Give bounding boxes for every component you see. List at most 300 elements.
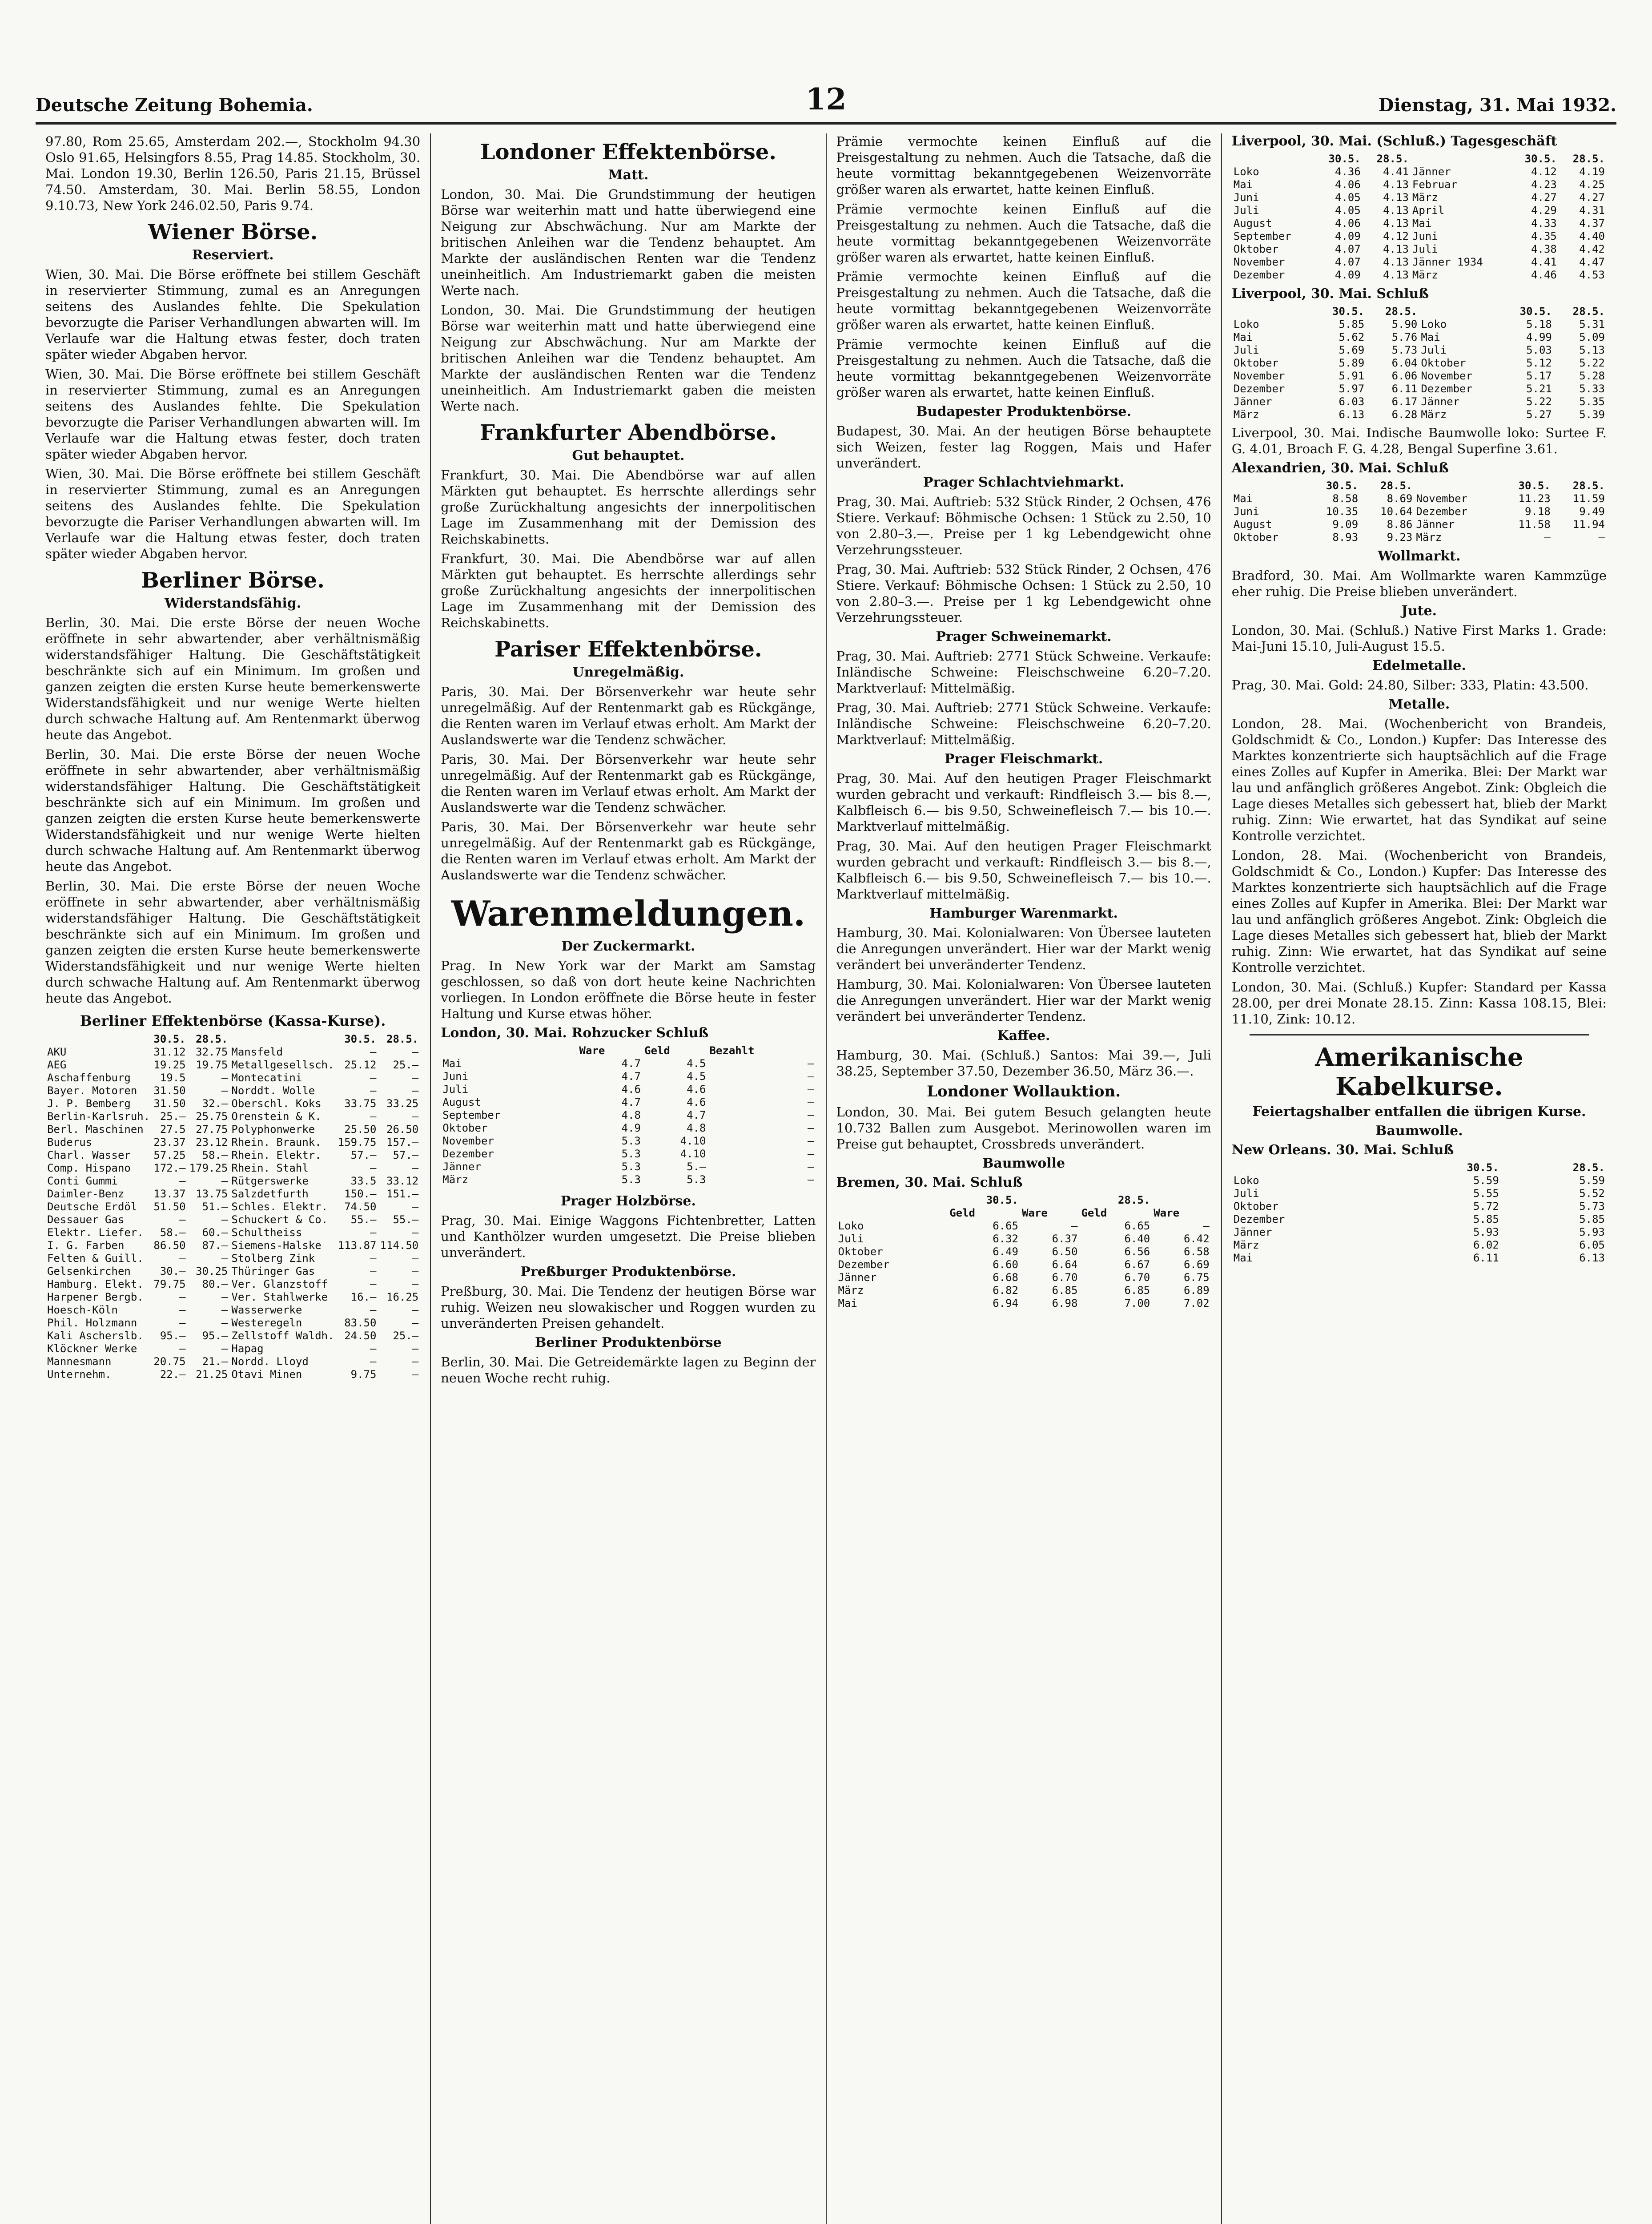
table-row (1232, 395, 1607, 408)
table-cell: — (808, 1096, 814, 1108)
table-cell: 30.5. (1524, 153, 1557, 165)
wolle-heading: Wollmarkt. (1378, 548, 1461, 564)
frankfurt-subheading: Gut behauptet. (572, 448, 685, 463)
table-row (45, 1252, 420, 1265)
table-cell: Charl. Wasser (47, 1149, 131, 1161)
table-row (441, 1070, 816, 1083)
fleisch-article: Prag, 30. Mai. Auf den heutigen Prager Fleischmarkt wurden gebracht und verkauft: Rindfleisch 3.— bis 8.—, Kalbfleisch 6.— bis 9.50, Schweinefleisch 7.— bis 10.—. Marktverlauf mittelmäßig. (836, 771, 1211, 834)
table-row (1232, 1187, 1607, 1200)
table-cell: 4.13 (1383, 178, 1409, 191)
table-cell: 27.5 (160, 1123, 186, 1136)
table-cell: 4.33 (1531, 217, 1557, 230)
table-cell: 6.05 (1579, 1239, 1605, 1251)
table-cell: Thüringer Gas (231, 1265, 315, 1277)
table-cell: 28.5. (1117, 1194, 1150, 1206)
table-cell: 4.6 (687, 1083, 706, 1096)
table-cell: Deutsche Erdöl (47, 1201, 137, 1213)
table-cell: 25.— (160, 1110, 186, 1123)
table-cell: — (370, 1084, 377, 1097)
table-cell: Daimler-Benz (47, 1188, 125, 1200)
table-cell: 5.03 (1526, 344, 1552, 356)
table-row (45, 1188, 420, 1201)
schlachtvieh-heading: Prager Schlachtviehmarkt. (923, 475, 1125, 490)
table-cell: 33.25 (386, 1097, 419, 1110)
table-cell: Loko (1233, 165, 1259, 178)
table-cell: 4.05 (1335, 204, 1361, 217)
table-cell: November (1421, 370, 1472, 382)
frankfurt-article: Frankfurt, 30. Mai. Die Abendbörse war auf allen Märkten gut behauptet. Es herrschte allerdings sehr große Zurückhaltung angesichts der innerpolitischen Lage im Zusammenhang mit der Demission des Reichskabinetts. (441, 467, 816, 547)
table-cell: 9.75 (350, 1368, 377, 1381)
table-cell: 6.94 (993, 1297, 1018, 1309)
table-cell: — (221, 1342, 228, 1355)
table-cell: 19.75 (196, 1059, 228, 1071)
table-cell: 25.12 (344, 1059, 377, 1071)
columns (36, 133, 1616, 2224)
table-cell: 10.64 (1380, 505, 1413, 518)
exchange-intro: 97.80, Rom 25.65, Amsterdam 202.—, Stockholm 94.30 Oslo 91.65, Helsingfors 8.55, Prag 14.85. Stockholm, 30. Mai. London 19.30, Berlin 126.50, Paris 21.15, Brüssel 74.50. Amsterdam, 30. Mai. Berlin 58.55, London 9.10.73, New York 246.02.50, Paris 9.74. (45, 134, 421, 213)
pressburg-heading: Preßburger Produktenbörse. (520, 1264, 736, 1280)
alexandrien-table (1232, 479, 1607, 544)
table-cell (1232, 1161, 1395, 1174)
table-cell: Phil. Holzmann (47, 1317, 137, 1329)
table-cell: Geld (949, 1207, 975, 1219)
table-cell: — (412, 1317, 419, 1329)
table-cell: Mansfeld (231, 1046, 283, 1058)
table-row (45, 1123, 420, 1136)
table-cell: Jänner (1233, 395, 1272, 408)
table-cell: 6.17 (1391, 395, 1418, 408)
wien-article: Wien, 30. Mai. Die Börse eröffnete bei stillem Geschäft in reservierter Stimmung, zumal es an Anregungen seitens des Auslandes fehlte. Die Spekulation bevorzugte die Pariser Verhandlungen abwarten will. Im Verlaufe war die Haltung etwas fester, doch traten später wieder Abgaben hervor. (45, 267, 421, 362)
table-cell: 4.7 (621, 1070, 641, 1083)
table-cell: 58.— (202, 1149, 228, 1161)
berlin-produkt-heading: Berliner Produktenbörse (535, 1335, 722, 1350)
table-cell: — (370, 1110, 377, 1123)
table-row (1232, 204, 1607, 217)
table-cell: Mannesmann (47, 1355, 112, 1368)
table-row (1232, 331, 1607, 344)
table-cell: 51.— (202, 1201, 228, 1213)
table-row (836, 1271, 1211, 1284)
table-cell: 6.98 (1052, 1297, 1078, 1309)
table-row (45, 1291, 420, 1304)
table-cell: 57.— (350, 1149, 377, 1161)
table-cell: Harpener Bergb. (47, 1291, 144, 1303)
table-cell: Ver. Stahlwerke (231, 1291, 328, 1303)
column-1 (36, 133, 431, 2224)
table-cell: — (412, 1368, 419, 1381)
berlin-subheading: Widerstandsfähig. (164, 596, 301, 611)
wien-subheading: Reserviert. (192, 247, 274, 263)
table-row (1232, 505, 1607, 518)
issue-date: Dienstag, 31. Mai 1932. (1378, 95, 1616, 116)
hamburg-heading: Hamburger Warenmarkt. (929, 906, 1118, 921)
table-cell: 5.93 (1473, 1226, 1499, 1238)
table-cell: 6.58 (1183, 1245, 1210, 1258)
table-cell: 6.89 (1183, 1284, 1210, 1297)
table-cell: 7.00 (1124, 1297, 1150, 1309)
table-cell: 51.50 (153, 1201, 186, 1213)
table-cell: 6.49 (993, 1245, 1018, 1258)
table-cell: 4.38 (1531, 243, 1557, 255)
table-cell: 25.50 (344, 1123, 377, 1136)
table-cell: 30.5. (344, 1033, 377, 1045)
fleisch-heading: Prager Fleischmarkt. (944, 751, 1103, 767)
table-cell: Jänner (1412, 165, 1451, 178)
edelmetalle-heading: Edelmetalle. (1372, 658, 1466, 673)
table-cell (229, 1033, 336, 1046)
table-cell: 30.5. (153, 1033, 186, 1045)
table-cell: Jänner (1421, 395, 1460, 408)
table-cell: 30.5. (1326, 479, 1359, 492)
neworleans-table (1232, 1161, 1607, 1265)
table-cell: — (179, 1291, 186, 1303)
table-cell: — (179, 1342, 186, 1355)
table-cell: 151.— (386, 1188, 419, 1200)
table-cell: 11.58 (1518, 518, 1551, 531)
amerik-heading: Amerikanische Kabelkurse. (1315, 1043, 1523, 1101)
berlin-article: Berlin, 30. Mai. Die erste Börse der neuen Woche eröffnete in sehr abwartender, aber verhältnismäßig widerstandsfähiger Haltung. Die Geschäftstätigkeit beschränkte sich auf ein Minimum. Im großen und ganzen zeigten die ersten Kurse heute bemerkenswerte Widerstandsfähigkeit und nur wenige Werte hielten durch schwache Haltung auf. Am Rentenmarkt überwog heute das Angebot. (45, 615, 421, 742)
table-row (441, 1148, 816, 1160)
table-cell: Polyphonwerke (231, 1123, 315, 1136)
berlin-article-cont: Berlin, 30. Mai. Die erste Börse der neuen Woche eröffnete in sehr abwartender, aber verhältnismäßig widerstandsfähiger Haltung. Die Geschäftstätigkeit beschränkte sich auf ein Minimum. Im großen und ganzen zeigten die ersten Kurse heute bemerkenswerte Widerstandsfähigkeit und nur wenige Werte hielten durch schwache Haltung auf. Am Rentenmarkt überwog heute das Angebot. (45, 747, 421, 874)
table-cell: Juli (1421, 344, 1447, 356)
table-cell: 30.25 (196, 1265, 228, 1277)
table-cell: Aschaffenburg (47, 1072, 131, 1084)
table-cell: 5.31 (1579, 318, 1605, 330)
table-cell: 5.22 (1579, 357, 1605, 369)
table-row (1232, 1174, 1607, 1187)
amerik-baumwolle: Baumwolle. (1375, 1123, 1463, 1139)
bremen-table (836, 1194, 1211, 1310)
table-cell: 4.07 (1335, 256, 1361, 268)
schwein-heading: Prager Schweinemarkt. (936, 629, 1112, 645)
table-cell: Kali Ascherslb. (47, 1330, 144, 1342)
table-cell: 28.5. (196, 1033, 228, 1045)
table-cell: 4.5 (687, 1057, 706, 1070)
table-cell: 6.65 (993, 1220, 1018, 1232)
table-cell: Hapag (231, 1342, 264, 1355)
table-cell (1020, 1194, 1079, 1207)
table-cell: November (442, 1135, 494, 1147)
table-cell: Oktober (1233, 1200, 1278, 1213)
table-cell: 57.— (393, 1149, 419, 1161)
table-cell: Ware (1021, 1207, 1048, 1219)
table-cell (441, 1044, 577, 1057)
table-cell: 5.91 (1338, 370, 1365, 382)
table-cell: 6.13 (1579, 1252, 1605, 1264)
table-cell: 31.50 (153, 1097, 186, 1110)
table-row (1232, 383, 1607, 395)
paris-subheading: Unregelmäßig. (572, 665, 684, 680)
table-cell: Mai (1412, 217, 1432, 230)
table-cell: 5.69 (1338, 344, 1365, 356)
bremen-table-title: Bremen, 30. Mai. Schluß (836, 1175, 1023, 1190)
table-row (441, 1083, 816, 1096)
table-cell: Dezember (442, 1148, 494, 1160)
metalle-london-article: London, 30. Mai. (Schluß.) Kupfer: Standard per Kassa 28.00, per drei Monate 28.15. Zinn: Kassa 108.15, Blei: 11.10, Zink: 10.12. (1231, 979, 1607, 1027)
table-header-row (441, 1044, 816, 1057)
table-cell: 4.46 (1531, 269, 1557, 281)
table-cell: Ver. Glanzstoff (231, 1278, 328, 1290)
table-cell: — (221, 1175, 228, 1187)
table-cell: 11.59 (1572, 492, 1605, 505)
table-row (45, 1201, 420, 1213)
table-row (1232, 165, 1607, 178)
table-row (836, 1245, 1211, 1258)
table-cell: 6.60 (993, 1258, 1018, 1271)
table-cell: 5.76 (1391, 331, 1418, 343)
table-cell: 5.— (687, 1160, 706, 1173)
table-cell: 19.5 (160, 1072, 186, 1084)
table-cell: Jänner (838, 1271, 877, 1284)
table-cell: März (442, 1173, 469, 1186)
table-cell: — (1071, 1220, 1078, 1232)
table-cell: — (221, 1291, 228, 1303)
table-cell: 6.06 (1391, 370, 1418, 382)
table-cell: Dezember (1421, 383, 1472, 395)
table-cell: 6.69 (1183, 1258, 1210, 1271)
table-cell (1419, 305, 1500, 318)
metalle-article-cont: London, 28. Mai. (Wochenbericht von Brandeis, Goldschmidt & Co., London.) Kupfer: Das Interesse des Marktes konzentrierte sich hauptsächlich auf die Frage eines Zolles auf Kupfer in Amerika. Blei: Der Markt war lau und anfänglich größeres Angebot. Zink: Obgleich die Lage dieses Metalles sich gebessert hat, blieb der Markt ruhig. Zinn: Wie erwartet, hat das Syndikat auf seine Kontrolle verzichtet. (1231, 848, 1607, 975)
jute-article: London, 30. Mai. (Schluß.) Native First Marks 1. Grade: Mai-Juni 15.10, Juli-August 15.5. (1231, 623, 1607, 654)
table-cell: 7.02 (1183, 1297, 1210, 1309)
table-cell: 4.25 (1579, 178, 1605, 191)
table-cell: Dezember (1233, 269, 1285, 281)
table-cell: 16.25 (386, 1291, 419, 1303)
london-heading: Londoner Effektenbörse. (480, 140, 776, 165)
table-cell: 16.— (350, 1291, 377, 1303)
table-cell: — (370, 1046, 377, 1058)
liverpool2-table (1232, 305, 1607, 421)
table-cell: 27.75 (196, 1123, 228, 1136)
table-cell: — (179, 1213, 186, 1226)
table-cell: — (221, 1072, 228, 1084)
table-row (1232, 1239, 1607, 1252)
table-cell: 4.12 (1383, 230, 1409, 242)
table-cell: 4.10 (680, 1148, 706, 1160)
table-header-row (1232, 1161, 1607, 1174)
table-cell: Felten & Guill. (47, 1252, 144, 1265)
zucker-table (441, 1044, 816, 1186)
jute-heading: Jute. (1401, 603, 1437, 619)
table-cell: 28.5. (1380, 479, 1413, 492)
table-cell: 4.27 (1579, 191, 1605, 204)
table-cell: Klöckner Werke (47, 1342, 137, 1355)
table-cell: 6.11 (1391, 383, 1418, 395)
alexandrien-table-title: Alexandrien, 30. Mai. Schluß (1231, 460, 1449, 476)
table-cell: 6.56 (1124, 1245, 1150, 1258)
table-row (1232, 518, 1607, 531)
table-cell (1152, 1194, 1211, 1207)
table-cell: — (221, 1084, 228, 1097)
table-cell: 6.68 (993, 1271, 1018, 1284)
table-cell: 5.93 (1579, 1226, 1605, 1238)
table-cell: Westeregeln (231, 1317, 302, 1329)
table-cell: — (808, 1109, 814, 1121)
table-cell: 5.18 (1526, 318, 1552, 330)
table-cell: 4.99 (1526, 331, 1552, 343)
berlin-produkt-article: Berlin, 30. Mai. Die Getreidemärkte lagen zu Beginn der neuen Woche recht ruhig. (441, 1354, 816, 1386)
table-cell: — (1544, 531, 1551, 544)
table-cell: Oktober (1421, 357, 1466, 369)
wolle-article: Bradford, 30. Mai. Am Wollmarkte waren Kammzüge eher ruhig. Die Preise blieben unverändert. (1231, 568, 1607, 599)
fleisch-article-cont: Prag, 30. Mai. Auf den heutigen Prager Fleischmarkt wurden gebracht und verkauft: Rindfleisch 3.— bis 8.—, Kalbfleisch 6.— bis 9.50, Schweinefleisch 7.— bis 10.—. Marktverlauf mittelmäßig. (836, 838, 1211, 902)
table-cell: 28.5. (1572, 153, 1605, 165)
table-cell: Dezember (1233, 383, 1285, 395)
table-row (836, 1258, 1211, 1271)
table-cell: — (370, 1278, 377, 1290)
table-cell (1232, 153, 1314, 165)
table-cell: — (412, 1072, 419, 1084)
table-cell: 9.18 (1524, 505, 1551, 518)
table-cell: Juli (1233, 1187, 1259, 1200)
table-cell: 28.5. (1376, 153, 1409, 165)
table-row (836, 1233, 1211, 1245)
table-row (441, 1109, 816, 1122)
table-cell: 5.22 (1526, 395, 1552, 408)
table-row (45, 1330, 420, 1342)
table-cell: 31.12 (153, 1046, 186, 1058)
table-cell: Rütgerswerke (231, 1175, 309, 1187)
table-cell: 5.12 (1526, 357, 1552, 369)
london-article-cont: London, 30. Mai. Die Grundstimmung der heutigen Börse war weiterhin matt und hatte überwiegend eine Neigung zur Abschwächung. Nur am Markte der britischen Anleihen war die Tendenz behauptet. Am Markte der ausländischen Renten war die Tendenz uneinheitlich. Am Industriemarkt gaben die meisten Werte nach. (441, 302, 816, 414)
table-cell: Loko (1233, 1174, 1259, 1187)
table-cell: 4.27 (1531, 191, 1557, 204)
table-cell: 25.— (393, 1330, 419, 1342)
table-cell: 22.— (160, 1368, 186, 1381)
table-cell: — (412, 1201, 419, 1213)
table-cell (45, 1033, 152, 1046)
table-cell: 4.13 (1383, 269, 1409, 281)
table-cell: 4.8 (621, 1109, 641, 1121)
table-cell: Otavi Minen (231, 1368, 302, 1381)
paris-heading: Pariser Effektenbörse. (494, 637, 762, 662)
table-cell: 4.6 (687, 1096, 706, 1108)
weizen-article-cont3: Prämie vermochte keinen Einfluß auf die Preisgestaltung zu nehmen. Auch die Tatsache, daß die heute vormittag bekanntgegebenen Weizenvorräte größer waren als erwartet, hatte keinen Einfluß. (836, 337, 1211, 400)
table-cell: Mai (1233, 331, 1253, 343)
table-cell: 6.82 (993, 1284, 1018, 1297)
pressburg-article: Preßburg, 30. Mai. Die Tendenz der heutigen Börse war ruhig. Weizen neu slowakischer und Roggen wurden zu unveränderten Preisen gehandelt. (441, 1284, 816, 1331)
table-row (836, 1220, 1211, 1233)
table-cell: 8.58 (1332, 492, 1359, 505)
table-row (1232, 217, 1607, 230)
table-cell: Juni (1233, 191, 1259, 204)
table-cell: Oberschl. Koks (231, 1097, 322, 1110)
table-cell: — (412, 1252, 419, 1265)
table-cell: 4.40 (1579, 230, 1605, 242)
table-cell: 150.— (344, 1188, 377, 1200)
table-cell: Dessauer Gas (47, 1213, 125, 1226)
table-cell: 9.49 (1579, 505, 1605, 518)
table-cell: 95.— (160, 1330, 186, 1342)
table-row (45, 1149, 420, 1162)
table-row (1232, 531, 1607, 544)
table-cell: 23.37 (153, 1136, 186, 1148)
table-header-row (1232, 479, 1607, 492)
table-cell: März (838, 1284, 864, 1297)
table-cell: März (1233, 408, 1259, 421)
table-cell: 13.37 (153, 1188, 186, 1200)
table-cell: Hoesch-Köln (47, 1304, 118, 1316)
table-cell: Loko (1233, 318, 1259, 330)
table-cell: 179.25 (189, 1162, 228, 1174)
budapest-article: Budapest, 30. Mai. An der heutigen Börse behauptete sich Weizen, fester lag Roggen, Mais und Hafer unverändert. (836, 423, 1211, 471)
table-cell: November (1233, 370, 1285, 382)
table-row (1232, 269, 1607, 282)
table-cell: — (221, 1317, 228, 1329)
table-row (45, 1265, 420, 1278)
table-row (45, 1072, 420, 1084)
table-cell: Dezember (838, 1258, 890, 1271)
table-cell: August (1233, 217, 1272, 230)
table-row (45, 1136, 420, 1149)
table-cell: Mai (1421, 331, 1440, 343)
table-cell: Rhein. Stahl (231, 1162, 309, 1174)
table-cell: Schles. Elektr. (231, 1201, 328, 1213)
table-cell: März (1233, 1239, 1259, 1251)
table-cell: Bayer. Motoren (47, 1084, 137, 1097)
table-row (45, 1110, 420, 1123)
table-row (45, 1355, 420, 1368)
table-cell: 9.23 (1387, 531, 1413, 544)
wien-article-cont2: Wien, 30. Mai. Die Börse eröffnete bei stillem Geschäft in reservierter Stimmung, zumal es an Anregungen seitens des Auslandes fehlte. Die Spekulation bevorzugte die Pariser Verhandlungen abwarten will. Im Verlaufe war die Haltung etwas fester, doch traten später wieder Abgaben hervor. (45, 466, 421, 561)
table-header-row (1232, 153, 1607, 165)
table-cell: 6.03 (1338, 395, 1365, 408)
table-row (441, 1135, 816, 1148)
table-cell: Conti Gummi (47, 1175, 118, 1187)
table-cell: 30.5. (1518, 479, 1551, 492)
table-row (1232, 344, 1607, 357)
table-cell: 4.35 (1531, 230, 1557, 242)
table-cell: November (1416, 492, 1467, 505)
table-cell: — (808, 1148, 814, 1160)
table-cell: — (1203, 1220, 1210, 1232)
table-cell: — (370, 1342, 377, 1355)
paris-article-cont2: Paris, 30. Mai. Der Börsenverkehr war heute sehr unregelmäßig. Auf der Rentenmarkt gab es Rückgänge, die Renten waren im Verlauf etwas erholt. Am Markt der Auslandswerte war die Tendenz schwächer. (441, 819, 816, 882)
table-row (441, 1057, 816, 1070)
table-cell: 4.09 (1335, 269, 1361, 281)
table-cell: 4.42 (1579, 243, 1605, 255)
table-row (45, 1239, 420, 1252)
table-cell: Mai (838, 1297, 857, 1309)
indische-article: Liverpool, 30. Mai. Indische Baumwolle loko: Surtee F. G. 4.01, Broach F. G. 4.28, Bengal Superfine 3.61. (1231, 425, 1607, 456)
table-cell: 20.75 (153, 1355, 186, 1368)
wien-heading: Wiener Börse. (148, 220, 318, 245)
table-cell: 4.19 (1579, 165, 1605, 178)
kaffee-heading: Kaffee. (997, 1028, 1050, 1044)
table-cell: 33.12 (386, 1175, 419, 1187)
page-number: 12 (805, 82, 847, 117)
table-cell: — (370, 1304, 377, 1316)
metalle-heading: Metalle. (1388, 697, 1450, 712)
metalle-article: London, 28. Mai. (Wochenbericht von Brandeis, Goldschmidt & Co., London.) Kupfer: Das Interesse des Marktes konzentrierte sich hauptsächlich auf die Frage eines Zolles auf Kupfer in Amerika. Blei: Der Markt war lau und anfänglich größeres Angebot. Zink: Obgleich die Lage dieses Metalles sich gebessert hat, blieb der Markt ruhig. Zinn: Wie erwartet, hat das Syndikat auf seine Kontrolle verzichtet. (1231, 716, 1607, 843)
table-cell: Schuckert & Co. (231, 1213, 328, 1226)
table-cell: 5.59 (1473, 1174, 1499, 1187)
table-cell: 83.50 (344, 1317, 377, 1329)
table-row (1232, 357, 1607, 370)
table-cell: 28.5. (1572, 1161, 1605, 1174)
table-cell: 6.37 (1052, 1233, 1078, 1245)
table-cell: 6.85 (1052, 1284, 1078, 1297)
weizen-article: Prämie vermochte keinen Einfluß auf die Preisgestaltung zu nehmen. Auch die Tatsache, daß die heute vormittag bekanntgegebenen Weizenvorräte größer waren als erwartet, hatte keinen Einfluß. (836, 134, 1211, 197)
table-cell: 5.3 (621, 1148, 641, 1160)
table-cell: 4.47 (1579, 256, 1605, 268)
kaffee-article: Hamburg, 30. Mai. (Schluß.) Santos: Mai 39.—, Juli 38.25, September 37.50, Dezember 36.50, März 36.—. (836, 1048, 1211, 1079)
table-row (1232, 408, 1607, 421)
table-cell: 4.36 (1335, 165, 1361, 178)
table-row (45, 1278, 420, 1291)
table-cell: Juli (838, 1233, 864, 1245)
